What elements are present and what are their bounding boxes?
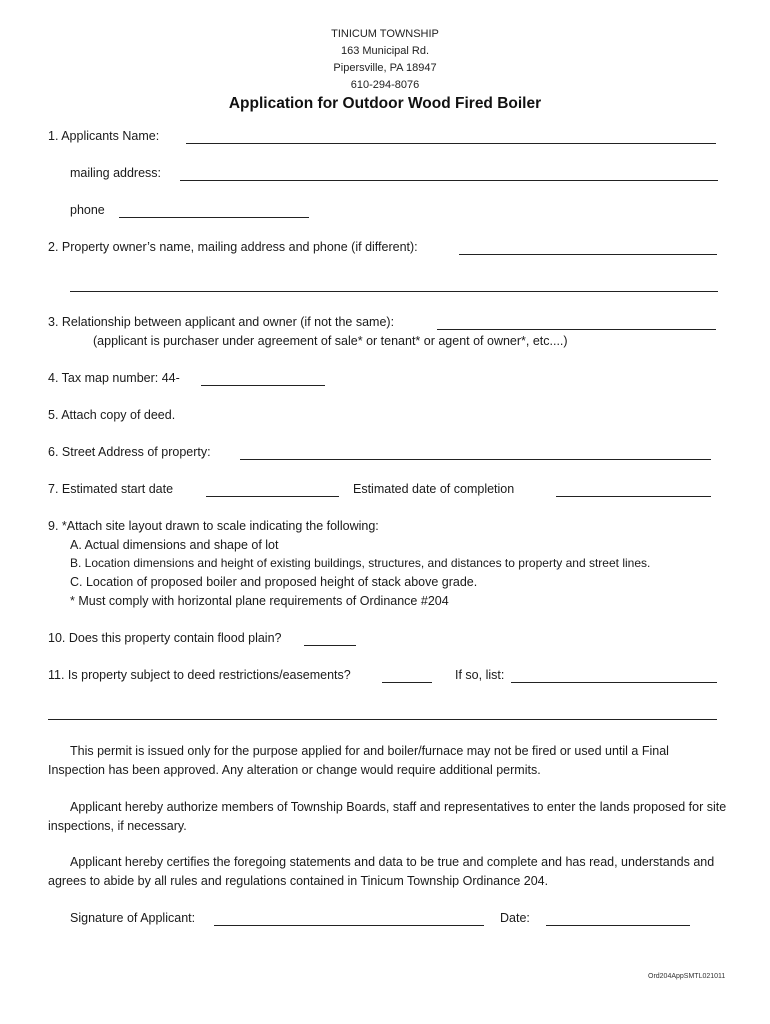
flood-plain-field[interactable] [304,645,356,646]
relationship-field[interactable] [437,329,716,330]
owner-info-label: 2. Property owner’s name, mailing address and phone (if different): [48,240,418,254]
relationship-label: 3. Relationship between applicant and owner (if not the same): [48,315,395,329]
street-address-field[interactable] [240,459,711,460]
form-title: Application for Outdoor Wood Fired Boiler [228,95,542,112]
if-so-list-field[interactable] [511,682,717,683]
permit-paragraph: This permit is issued only for the purpose applied for and boiler/furnace may not be fired or used until a Final Inspection has been approved. Any alteration or change would require additional permits. [48,744,669,777]
if-so-list-label: If so, list: [455,668,505,682]
applicant-name-field[interactable] [186,143,716,144]
owner-info-field-line2[interactable] [70,291,718,292]
applicant-name-label: 1. Applicants Name: [48,129,160,143]
completion-date-field[interactable] [556,496,711,497]
site-layout-label: 9. *Attach site layout drawn to scale indicating the following: [48,519,379,533]
start-date-field[interactable] [206,496,339,497]
site-layout-note: * Must comply with horizontal plane requirements of Ordinance #204 [70,594,449,608]
phone-field[interactable] [119,217,309,218]
site-layout-item-b: B. Location dimensions and height of existing buildings, structures, and distances to property and street lines. [70,556,651,570]
site-layout-item-a: A. Actual dimensions and shape of lot [70,538,279,552]
site-layout-item-c: C. Location of proposed boiler and proposed height of stack above grade. [70,575,478,589]
relationship-note: (applicant is purchaser under agreement of sale* or tenant* or agent of owner*, etc....) [93,334,568,348]
deed-instruction: 5. Attach copy of deed. [48,408,176,422]
signature-label: Signature of Applicant: [70,911,196,925]
date-field[interactable] [546,925,690,926]
date-label: Date: [500,911,530,925]
completion-date-label: Estimated date of completion [353,482,515,496]
start-date-label: 7. Estimated start date [48,482,174,496]
owner-info-field[interactable] [459,254,717,255]
deed-restrictions-field[interactable] [382,682,432,683]
flood-plain-label: 10. Does this property contain flood plain? [48,631,282,645]
tax-map-field[interactable] [201,385,325,386]
township-address-line2: Pipersville, PA 18947 [333,62,437,74]
phone-label: phone [70,203,105,217]
mailing-address-label: mailing address: [70,166,162,180]
mailing-address-field[interactable] [180,180,718,181]
if-so-list-field-line2[interactable] [48,719,717,720]
deed-restrictions-label: 11. Is property subject to deed restrictions/easements? [48,668,351,682]
township-address-line1: 163 Municipal Rd. [340,45,430,57]
certify-paragraph: Applicant hereby certifies the foregoing statements and data to be true and complete and has read, understands and agrees to abide by all rules and regulations contained in Tinicum Township Ordinance 204. [48,855,715,888]
authorize-paragraph: Applicant hereby authorize members of Township Boards, staff and representatives to enter the lands proposed for site inspections, if necessary. [48,800,727,833]
township-phone: 610-294-8076 [350,79,420,91]
signature-field[interactable] [214,925,484,926]
form-code: Ord204AppSMTL021011 [648,973,726,980]
street-address-label: 6. Street Address of property: [48,445,211,459]
township-name: TINICUM TOWNSHIP [331,28,439,40]
tax-map-label: 4. Tax map number: 44- [48,371,180,385]
